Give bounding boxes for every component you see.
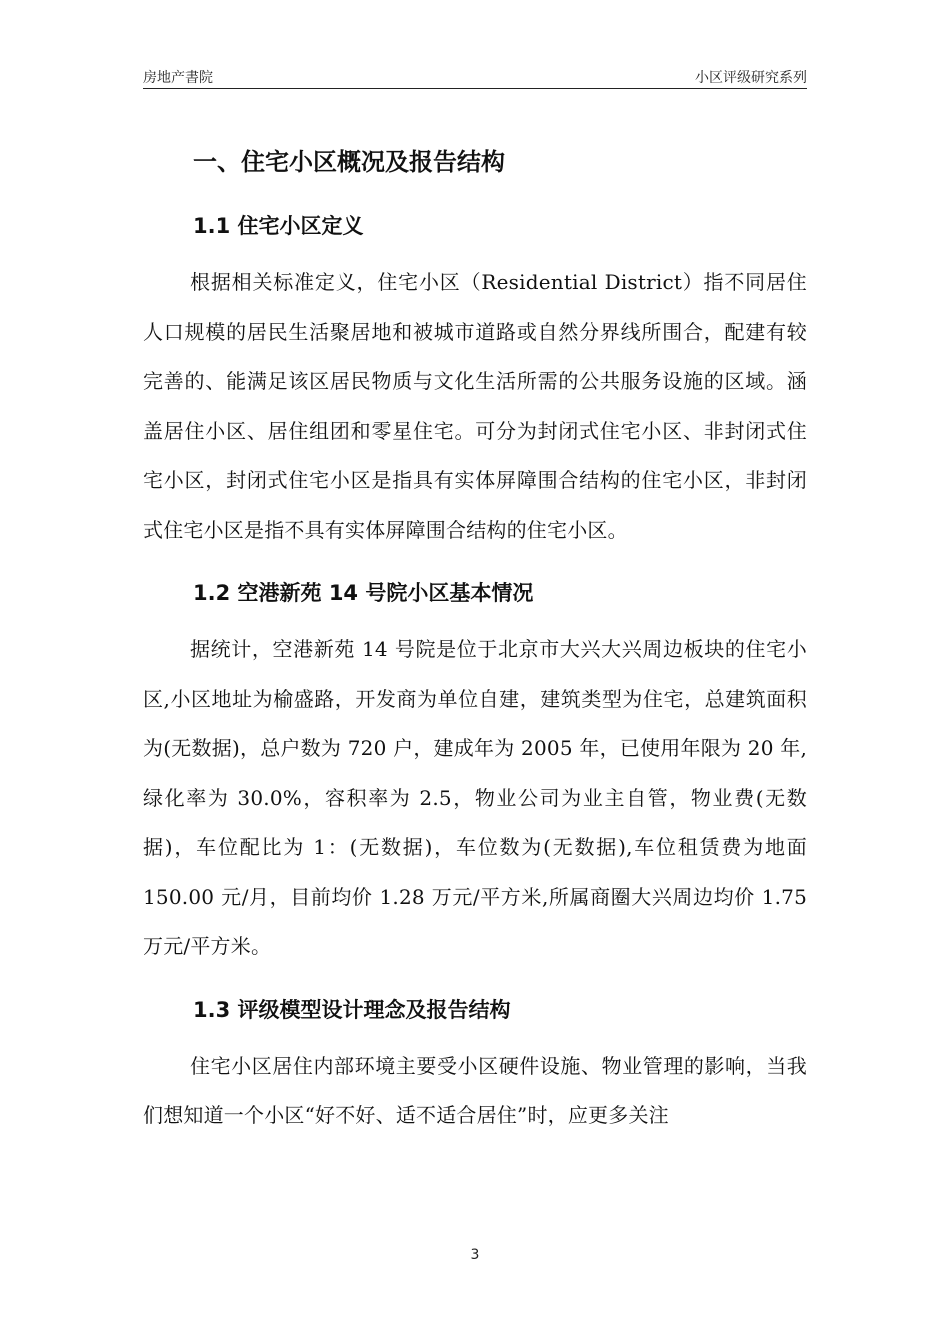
section-paragraph-1-1: 根据相关标准定义，住宅小区（Residential District）指不同居住人口规模的居民生活聚居地和被城市道路或自然分界线所围合，配建有较完善的、能满足该区居民物质与文化生活所需的公共服务设施的区域。涵盖居住小区、居住组团和零星住宅。可分为封闭式住宅小区、非封闭式住宅小区，封闭式住宅小区是指具有实体屏障围合结构的住宅小区，非封闭式住宅小区是指不具有实体屏障围合结构的住宅小区。 bbox=[143, 270, 807, 542]
section-heading-1-1: 1.1 住宅小区定义 bbox=[193, 214, 364, 238]
section-paragraph-1-2: 据统计，空港新苑 14 号院是位于北京市大兴大兴周边板块的住宅小区,小区地址为榆盛路，开发商为单位自建，建筑类型为住宅，总建筑面积为(无数据)，总户数为 720 户，建成年为 2005 年，已使用年限为 20 年,绿化率为 30.0%，容积率为 2.5，物业公司为业主自管，物业费(无数据)，车位配比为 1：(无数据)，车位数为(无数据),车位租赁费为地面 150.00 元/月，目前均价 1.28 万元/平方米,所属商圈大兴周边均价 1.75 万元/平方米。 bbox=[143, 637, 807, 958]
page-content bbox=[143, 140, 807, 1141]
header-right-text: 小区评级研究系列 bbox=[695, 70, 807, 86]
chapter-title: 一、住宅小区概况及报告结构 bbox=[193, 148, 505, 176]
page-number: 3 bbox=[470, 1247, 480, 1263]
section-heading-1-2: 1.2 空港新苑 14 号院小区基本情况 bbox=[193, 581, 534, 605]
section-paragraph-1-3: 住宅小区居住内部环境主要受小区硬件设施、物业管理的影响，当我们想知道一个小区“好不好、适不适合居住”时，应更多关注 bbox=[143, 1053, 807, 1127]
header-left-text: 房地产書院 bbox=[143, 70, 213, 86]
section-heading-1-3: 1.3 评级模型设计理念及报告结构 bbox=[193, 997, 511, 1022]
page-header bbox=[143, 66, 807, 89]
